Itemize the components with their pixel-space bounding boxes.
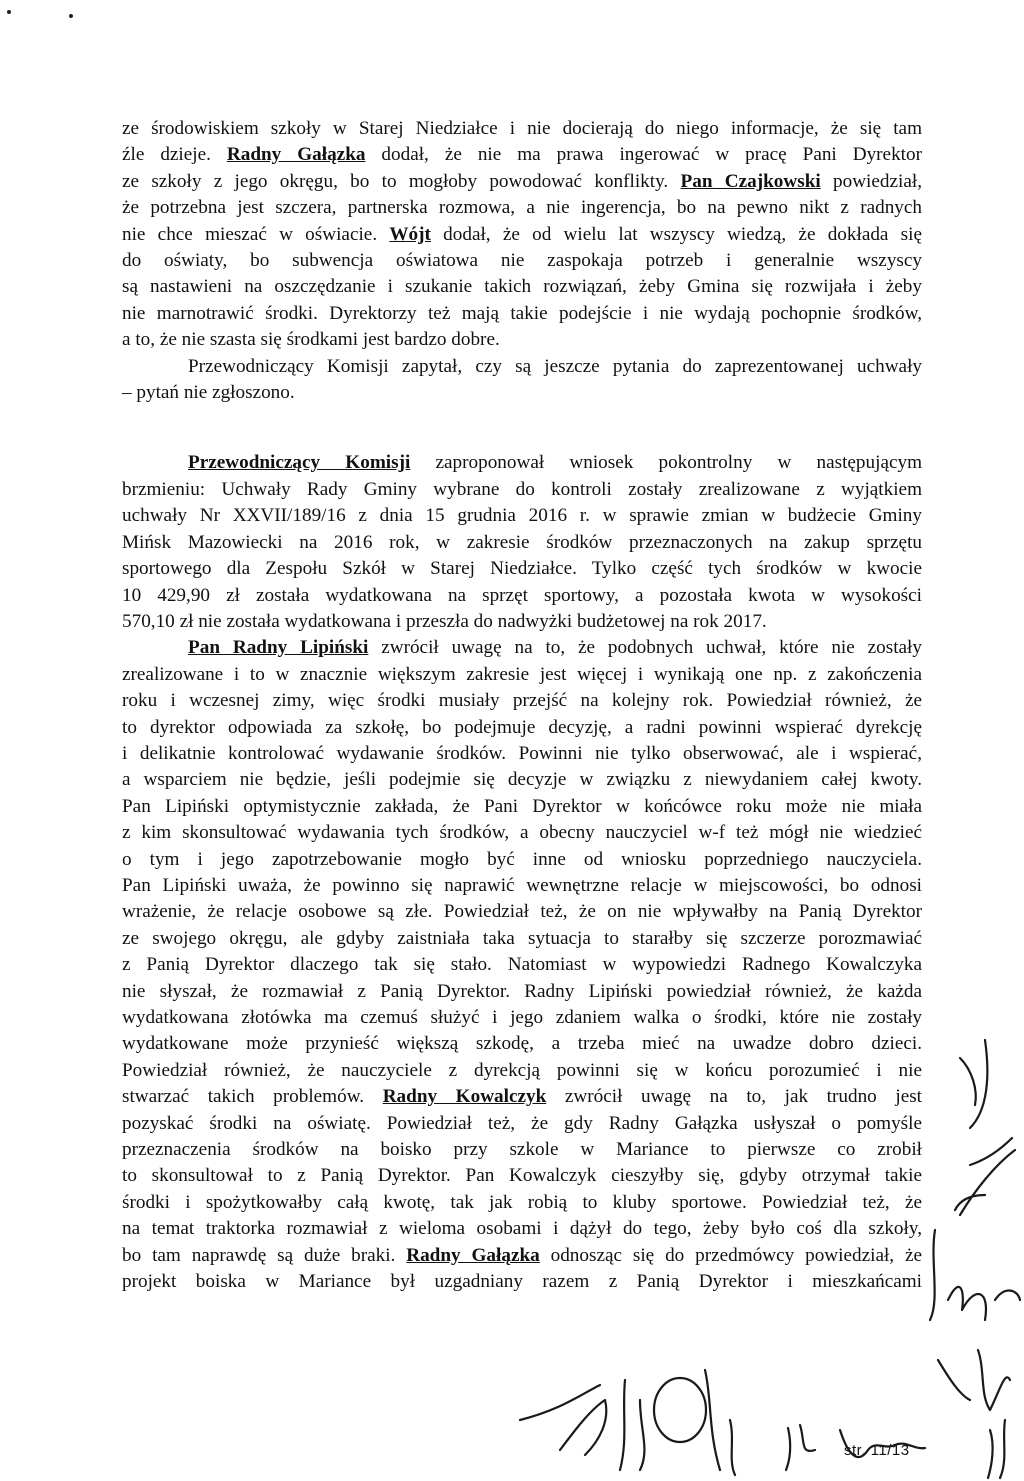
text-line [122, 979, 922, 1005]
text-line [122, 820, 922, 846]
text-line [122, 116, 922, 142]
text-fragment: to dyrektor odpowiada za szkołę, bo podejmuje decyzję, a radni powinni wspierać dyrekcję [122, 716, 922, 738]
text-fragment: projekt boiska w Mariance był uzgadniany razem z Panią Dyrektor i mieszkańcami [122, 1271, 922, 1293]
text-fragment: bo tam naprawdę są duże braki. [122, 1244, 407, 1266]
text-line [122, 195, 922, 221]
text-fragment: do oświaty, bo subwencja oświatowa nie zaspokaja potrzeb i generalnie wszyscy [122, 250, 922, 272]
text-fragment: pozyskać środki na oświatę. Powiedział też, że gdy Radny Gałązka usłyszał o pomyśle [122, 1112, 922, 1134]
text-fragment: na temat traktorka rozmawiał z wieloma osobami i dążył do tego, żeby było coś dla szkoły, [122, 1218, 922, 1240]
text-fragment: źle dzieje. [122, 144, 227, 166]
text-line [122, 609, 922, 635]
text-line [122, 688, 922, 714]
text-line [122, 530, 922, 556]
text-fragment: nie marnotrawić środki. Dyrektorzy też mają takie podejście i nie wydają pochopnie środków, [122, 302, 922, 324]
text-line [122, 1243, 922, 1269]
speaker-name: Radny Gałązka [226, 144, 366, 166]
scan-speck [69, 14, 73, 18]
speaker-name: Pan Czajkowski [680, 170, 821, 192]
text-line [122, 1190, 922, 1216]
text-fragment: nie słyszał, że rozmawiał z Panią Dyrektor. Radny Lipiński powiedział również, że każda [122, 980, 922, 1002]
text-line [122, 450, 922, 476]
text-fragment: Pan Lipiński uważa, że powinno się naprawić wewnętrzne relacje w miejscowości, bo odnosi [122, 874, 922, 896]
text-fragment: zwrócił uwagę na to, że podobnych uchwał, które nie zostały [368, 637, 922, 659]
text-fragment: a to, że nie szasta się środkami jest bardzo dobre. [122, 329, 500, 351]
text-line [122, 1137, 922, 1163]
text-fragment: Przewodniczący Komisji zapytał, czy są jeszcze pytania do zaprezentowanej uchwały [188, 355, 922, 377]
margin-initial-2 [955, 1138, 1015, 1215]
text-line [122, 327, 922, 353]
text-fragment: stwarzać takich problemów. [122, 1086, 383, 1108]
speaker-name: Radny Gałązka [406, 1244, 540, 1266]
text-fragment: ze swojego okręgu, ale gdyby zaistniała taka sytuacja to starałby się szczerze porozmawiać [122, 927, 922, 949]
text-line [122, 1111, 922, 1137]
text-line [122, 794, 922, 820]
text-line [122, 380, 922, 406]
paragraph-gap [122, 406, 922, 450]
text-line [122, 1058, 922, 1084]
text-fragment: odnosząc się do przedmówcy powiedział, że [539, 1244, 922, 1266]
margin-initial-3 [930, 1230, 1020, 1320]
text-fragment: zwrócił uwagę na to, jak trudno jest [546, 1086, 923, 1108]
bottom-signature-1 [520, 1385, 606, 1455]
text-fragment: ze szkoły z jego okręgu, bo to mogłoby powodować konflikty. [122, 170, 681, 192]
text-fragment: roku i wczesnej zimy, więc środki musiały przejść na kolejny rok. Powiedział również, że [122, 690, 922, 712]
bottom-signature-4 [705, 1370, 735, 1475]
text-fragment: Powiedział również, że nauczyciele z dyrekcją powinni się w końcu porozumieć i nie [122, 1059, 922, 1081]
text-fragment: z Panią Dyrektor dlaczego tak się stało. Natomiast w wypowiedzi Radnego Kowalczyka [122, 954, 922, 976]
text-fragment: Pan Lipiński optymistycznie zakłada, że Pani Dyrektor w końcówce roku może nie miała [122, 795, 922, 817]
text-line [122, 952, 922, 978]
protocol-text [122, 116, 922, 1295]
text-line [122, 741, 922, 767]
text-line [122, 477, 922, 503]
text-fragment: że potrzebna jest szczera, partnerska rozmowa, a nie ingerencja, bo na pewno nikt z radnych [122, 197, 922, 219]
margin-initial-5 [988, 1420, 1005, 1478]
text-fragment: wydatkowana złotówka ma czemuś służyć i jego zdaniem walka o środki, które nie zostały [122, 1007, 922, 1028]
text-line [122, 926, 922, 952]
text-line [122, 354, 922, 380]
speaker-name: Przewodniczący Komisji [188, 452, 411, 474]
text-line [122, 248, 922, 274]
margin-initial-1 [960, 1040, 987, 1128]
speaker-name: Radny Kowalczyk [382, 1086, 547, 1108]
text-line [122, 873, 922, 899]
text-line [122, 1269, 922, 1295]
text-line [122, 635, 922, 661]
text-line [122, 847, 922, 873]
margin-initial-4 [938, 1350, 1010, 1410]
text-fragment: uchwały Nr XXVII/189/16 z dnia 15 grudnia 2016 r. w sprawie zmian w budżecie Gminy [122, 505, 922, 527]
text-line [122, 1216, 922, 1242]
text-line [122, 1163, 922, 1189]
text-fragment: zrealizowane i to w znacznie większym zakresie jest więcej i wynikają one np. z zakończenia [122, 663, 922, 685]
text-fragment: powiedział, [820, 170, 922, 192]
bottom-signature-2 [620, 1380, 644, 1470]
scan-speck [7, 10, 11, 14]
page-number: str. 11/13 [844, 1442, 910, 1459]
text-line [122, 767, 922, 793]
text-line [122, 899, 922, 925]
bottom-signature-3 [654, 1378, 706, 1442]
text-fragment: 10 429,90 zł została wydatkowana na sprzęt sportowy, a pozostała kwota w wysokości [122, 584, 922, 606]
text-line [122, 274, 922, 300]
text-line [122, 301, 922, 327]
text-line [122, 1005, 922, 1031]
text-line [122, 715, 922, 741]
text-fragment: Mińsk Mazowiecki na 2016 rok, w zakresie środków przeznaczonych na zakup sprzętu [122, 531, 922, 553]
text-fragment: to skonsultował to z Panią Dyrektor. Pan Kowalczyk cieszyłby się, gdyby otrzymał takie [122, 1165, 922, 1187]
text-fragment: dodał, że od wielu lat wszyscy wiedzą, że dokłada się [430, 223, 922, 245]
text-fragment: środki i spożytkowałby całą kwotę, tak jak robią to kluby sportowe. Powiedział też, że [122, 1191, 922, 1213]
text-fragment: zaproponował wniosek pokontrolny w następującym [410, 452, 922, 474]
bottom-signature-5 [786, 1425, 815, 1470]
text-fragment: z kim skonsultować wydawania tych środków, a obecny nauczyciel w-f też mógł nie wiedzieć [122, 822, 922, 844]
text-fragment: są nastawieni na oszczędzanie i szukanie takich rozwiązań, żeby Gmina się rozwijała i żeby [122, 276, 922, 298]
text-fragment: wrażenie, że relacje osobowe są złe. Powiedział też, że on nie wpływałby na Panią Dyrektor [122, 901, 922, 923]
text-fragment: i delikatnie kontrolować wydawanie środków. Powinni nie tylko obserwować, ale i wspierać, [122, 742, 922, 764]
text-line [122, 662, 922, 688]
text-line [122, 169, 922, 195]
text-line [122, 503, 922, 529]
text-fragment: nie chce mieszać w oświacie. [122, 223, 390, 245]
speaker-name: Pan Radny Lipiński [188, 637, 369, 659]
text-fragment: 570,10 zł nie została wydatkowana i przeszła do nadwyżki budżetowej na rok 2017. [122, 610, 767, 632]
text-fragment: – pytań nie zgłoszono. [122, 382, 295, 404]
text-fragment: brzmieniu: Uchwały Rady Gminy wybrane do kontroli zostały zrealizowane z wyjątkiem [122, 478, 922, 500]
text-fragment: o tym i jego zapotrzebowanie mogło być inne od wniosku poprzedniego nauczyciela. [122, 848, 922, 870]
text-fragment: przeznaczenia środków na boisko przy szkole w Mariance to pierwsze co zrobił [122, 1139, 922, 1161]
text-fragment: dodał, że nie ma prawa ingerować w pracę Pani Dyrektor [365, 144, 922, 166]
speaker-name: Wójt [389, 223, 431, 245]
text-line [122, 142, 922, 168]
text-fragment: wydatkowane może przynieść większą szkodę, a trzeba mieć na uwadze dobro dzieci. [122, 1033, 922, 1055]
text-line [122, 222, 922, 248]
text-fragment: ze środowiskiem szkoły w Starej Niedziałce i nie docierają do niego informacje, że się tam [122, 118, 922, 139]
text-fragment: sportowego dla Zespołu Szkół w Starej Niedziałce. Tylko część tych środków w kwocie [122, 558, 922, 580]
text-line [122, 556, 922, 582]
text-line [122, 583, 922, 609]
text-line [122, 1031, 922, 1057]
text-fragment: a wsparciem nie będzie, jeśli podejmie się decyzje w związku z niewydaniem całej kwoty. [122, 769, 922, 791]
text-line [122, 1084, 922, 1110]
